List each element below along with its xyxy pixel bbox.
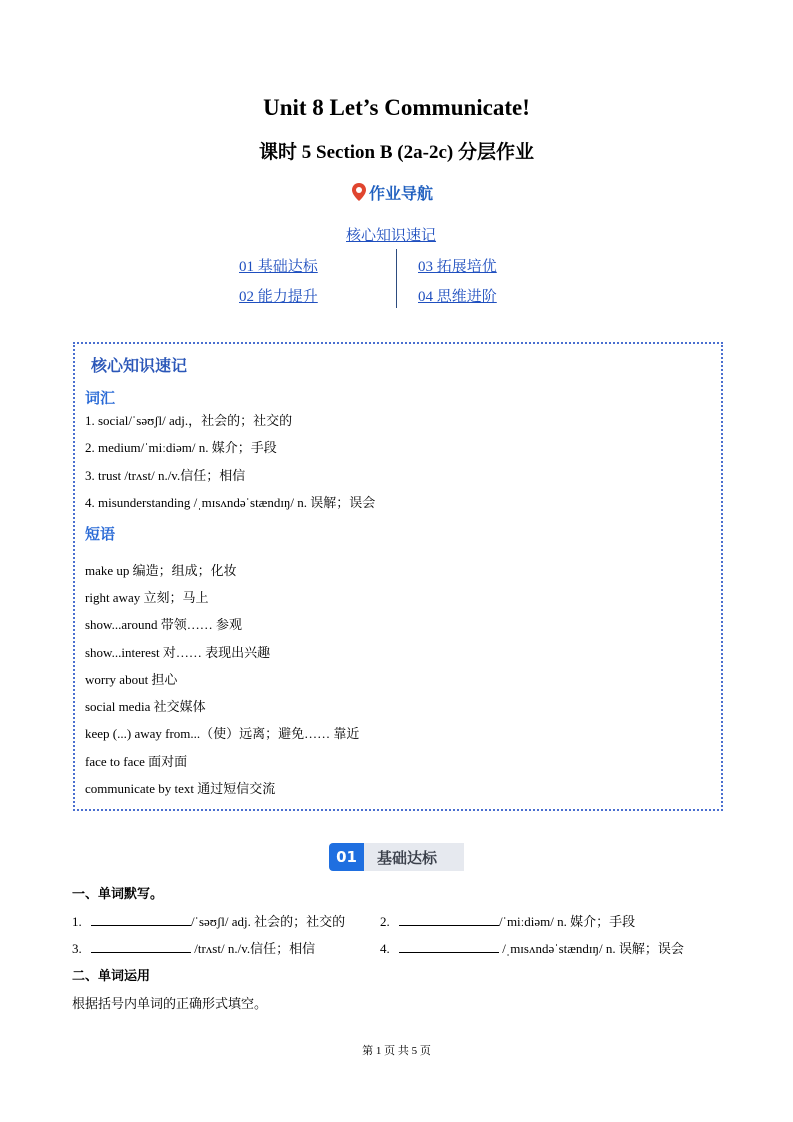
page-footer: 第 1 页 共 5 页: [362, 1045, 431, 1057]
part1-heading: 一、单词默写。: [72, 887, 164, 902]
phrase-item: show...interest 对…… 表现出兴趣: [85, 645, 271, 660]
nav-heading-text: 作业导航: [369, 183, 434, 203]
vocab-item: 2. medium/ˈmiːdiəm/ n. 媒介；手段: [85, 440, 277, 455]
item-text: /ˈsəʊʃl/ adj. 社会的；社交的: [191, 914, 346, 929]
section-number: 01: [329, 843, 364, 871]
item-text: /trʌst/ n./v.信任；相信: [191, 941, 316, 956]
section-label: 基础达标: [364, 843, 464, 871]
nav-link-core-knowledge[interactable]: 核心知识速记: [346, 228, 437, 244]
item-number: 1.: [72, 914, 82, 929]
location-pin-icon: [352, 183, 366, 201]
answer-blank[interactable]: [91, 912, 191, 926]
vocab-heading: 词汇: [85, 389, 116, 407]
nav-link-04[interactable]: 04 思维进阶: [418, 289, 497, 305]
part2-instruction: 根据括号内单词的正确形式填空。: [72, 996, 268, 1011]
nav-heading: [352, 180, 433, 204]
answer-blank[interactable]: [399, 939, 499, 953]
document-subtitle: 课时 5 Section B (2a-2c) 分层作业: [259, 142, 534, 163]
phrase-item: right away 立刻；马上: [85, 590, 209, 605]
dictation-item-1: [72, 911, 345, 930]
answer-blank[interactable]: [399, 912, 499, 926]
document-title: Unit 8 Let’s Communicate!: [263, 95, 530, 120]
item-text: /ˌmɪsʌndəˈstændɪŋ/ n. 误解；误会: [499, 941, 684, 956]
phrase-item: keep (...) away from...（使）远离；避免…… 靠近: [85, 726, 360, 741]
nav-divider: [396, 249, 397, 308]
phrase-item: show...around 带领…… 参观: [85, 617, 242, 632]
item-number: 2.: [380, 914, 390, 929]
knowledge-box-title: 核心知识速记: [91, 356, 188, 375]
answer-blank[interactable]: [91, 939, 191, 953]
dictation-item-4: [380, 938, 684, 957]
part2-heading: 二、单词运用: [72, 969, 151, 984]
nav-link-02[interactable]: 02 能力提升: [239, 289, 318, 305]
item-number: 3.: [72, 941, 82, 956]
phrase-item: worry about 担心: [85, 672, 178, 687]
nav-link-01[interactable]: 01 基础达标: [239, 259, 318, 275]
section-badge-01: [329, 843, 464, 871]
phrase-item: face to face 面对面: [85, 754, 188, 769]
dictation-item-2: [380, 911, 635, 930]
vocab-item: 1. social/ˈsəʊʃl/ adj.，社会的；社交的: [85, 413, 293, 428]
phrase-item: social media 社交媒体: [85, 699, 206, 714]
item-text: /ˈmiːdiəm/ n. 媒介；手段: [499, 914, 636, 929]
phrase-item: make up 编造；组成；化妆: [85, 563, 237, 578]
vocab-item: 4. misunderstanding /ˌmɪsʌndəˈstændɪŋ/ n. 误解；误会: [85, 495, 376, 510]
phrase-item: communicate by text 通过短信交流: [85, 781, 276, 796]
vocab-item: 3. trust /trʌst/ n./v.信任；相信: [85, 468, 246, 483]
nav-link-03[interactable]: 03 拓展培优: [418, 259, 497, 275]
item-number: 4.: [380, 941, 390, 956]
phrases-heading: 短语: [85, 525, 116, 543]
dictation-item-3: [72, 938, 315, 957]
